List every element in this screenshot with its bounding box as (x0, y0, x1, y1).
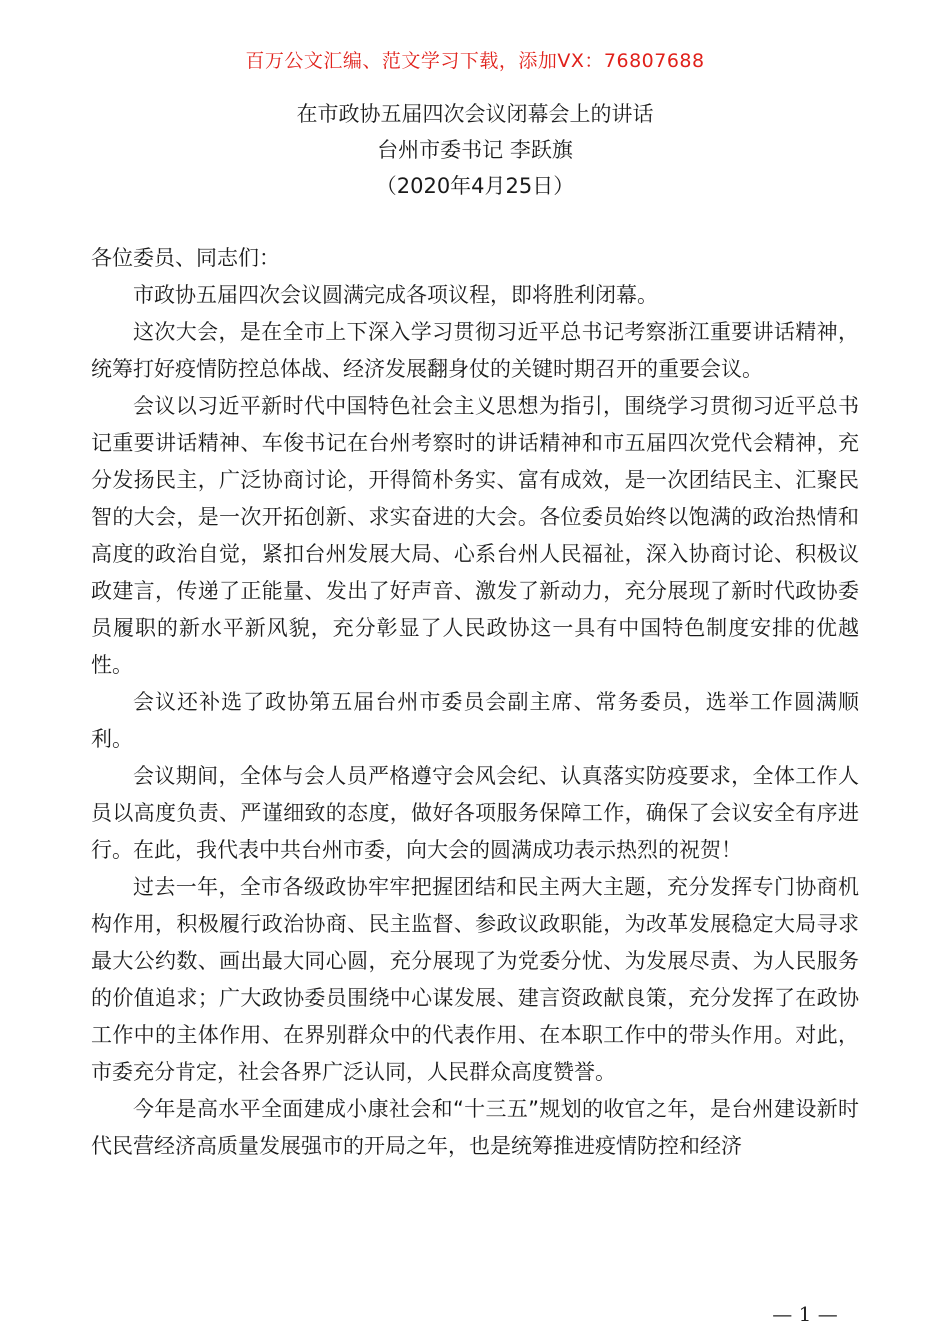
paragraph: 会议以习近平新时代中国特色社会主义思想为指引，围绕学习贯彻习近平总书记重要讲话精神、车俊书记在台州考察时的讲话精神和市五届四次党代会精神，充分发扬民主，广泛协商讨论，开得简朴务实、富有成效，是一次团结民主、汇聚民智的大会，是一次开拓创新、求实奋进的大会。各位委员始终以饱满的政治热情和高度的政治自觉，紧扣台州发展大局、心系台州人民福祉，深入协商讨论、积极议政建言，传递了正能量、发出了好声音、激发了新动力，充分展现了新时代政协委员履职的新水平新风貌，充分彰显了人民政协这一具有中国特色制度安排的优越性。 (91, 394, 859, 677)
paragraph: 会议期间，全体与会人员严格遵守会风会纪、认真落实防疫要求，全体工作人员以高度负责、严谨细致的态度，做好各项服务保障工作，确保了会议安全有序进行。在此，我代表中共台州市委，向大会的圆满成功表示热烈的祝贺！ (91, 764, 859, 862)
paragraph: 市政协五届四次会议圆满完成各项议程，即将胜利闭幕。 (133, 283, 658, 307)
paragraph: 会议还补选了政协第五届台州市委员会副主席、常务委员，选举工作圆满顺利。 (91, 690, 859, 751)
document-body (91, 240, 859, 1165)
salutation: 各位委员、同志们： (91, 246, 280, 270)
speech-date: （2020年4月25日） (375, 174, 575, 198)
speaker-line: 台州市委书记 李跃旗 (377, 138, 573, 162)
paragraph: 这次大会，是在全市上下深入学习贯彻习近平总书记考察浙江重要讲话精神，统筹打好疫情防控总体战、经济发展翻身仗的关键时期召开的重要会议。 (91, 320, 859, 381)
page-number: — 1 — (772, 1302, 838, 1326)
watermark-banner: 百万公文汇编、范文学习下载，添加VX：76807688 (245, 50, 705, 72)
paragraph: 今年是高水平全面建成小康社会和“十三五”规划的收官之年，是台州建设新时代民营经济高质量发展强市的开局之年，也是统筹推进疫情防控和经济 (91, 1097, 859, 1158)
document-title: 在市政协五届四次会议闭幕会上的讲话 (296, 102, 654, 126)
document-header (0, 96, 950, 204)
paragraph: 过去一年，全市各级政协牢牢把握团结和民主两大主题，充分发挥专门协商机构作用，积极履行政治协商、民主监督、参政议政职能，为改革发展稳定大局寻求最大公约数、画出最大同心圆，充分展现了为党委分忧、为发展尽责、为人民服务的价值追求；广大政协委员围绕中心谋发展、建言资政献良策，充分发挥了在政协工作中的主体作用、在界别群众中的代表作用、在本职工作中的带头作用。对此，市委充分肯定，社会各界广泛认同，人民群众高度赞誉。 (91, 875, 859, 1084)
